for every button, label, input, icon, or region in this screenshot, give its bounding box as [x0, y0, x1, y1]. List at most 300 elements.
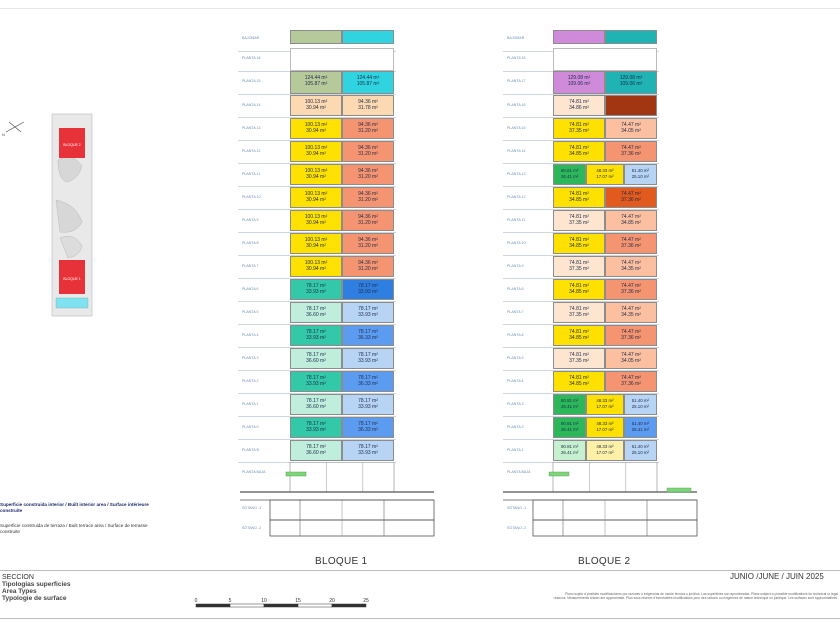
level-label: PLANTA 12	[242, 149, 261, 153]
level-label: PLANTA 15	[242, 79, 261, 83]
unit-cell-right	[605, 95, 657, 116]
unit-terrace-area: 30.94 m²	[306, 128, 326, 134]
unit-interior-area: 80.81 m²	[560, 444, 579, 449]
unit-interior-area: 74.47 m²	[621, 260, 641, 266]
unit-terrace-area: 30.94 m²	[306, 220, 326, 226]
unit-cell-right	[342, 348, 394, 369]
unit-cell-left	[290, 279, 342, 300]
unit-terrace-area: 17.07 m²	[596, 403, 614, 409]
roof-slab	[553, 48, 657, 71]
unit-terrace-area: 37.36 m²	[621, 197, 641, 203]
level-label: PLANTA 12	[507, 195, 526, 199]
unit-cell-right	[605, 118, 657, 139]
unit-cell-middle	[586, 394, 623, 415]
unit-cell-right	[605, 141, 657, 162]
unit-cell-right	[342, 164, 394, 185]
unit-interior-area: 94.36 m²	[358, 214, 378, 220]
unit-cell-left	[553, 325, 605, 346]
level-label: PLANTA 10	[507, 241, 526, 245]
unit-cell-right	[605, 279, 657, 300]
unit-terrace-area: 30.94 m²	[306, 197, 326, 203]
level-label: PLANTA 13	[242, 126, 261, 130]
footer-title-block	[2, 574, 71, 602]
unit-interior-area: 74.81 m²	[569, 329, 589, 335]
unit-terrace-area: 34.35 m²	[621, 266, 641, 272]
unit-interior-area: 74.47 m²	[621, 145, 641, 151]
ground-and-basement-section	[230, 462, 460, 542]
roof-slab	[290, 48, 394, 71]
unit-cell-right	[624, 417, 657, 438]
svg-text:N: N	[2, 132, 5, 137]
bloque-1-title: BLOQUE 1	[315, 556, 368, 567]
unit-terrace-area: 33.93 m²	[358, 289, 378, 295]
unit-terrace-area: 31.20 m²	[358, 128, 378, 134]
unit-terrace-area: 34.85 m²	[569, 197, 589, 203]
unit-cell-right	[605, 348, 657, 369]
unit-interior-area: 74.47 m²	[621, 237, 641, 243]
unit-terrace-area: 36.60 m²	[306, 312, 326, 318]
unit-interior-area: 78.17 m²	[358, 375, 378, 381]
section-line	[286, 472, 306, 476]
unit-interior-area: 51.40 m²	[631, 421, 650, 426]
unit-interior-area: 51.40 m²	[631, 398, 650, 403]
unit-terrace-area: 37.35 m²	[569, 220, 589, 226]
unit-cell-left	[553, 210, 605, 231]
unit-cell-right	[624, 164, 657, 185]
unit-terrace-area: 17.07 m²	[596, 426, 614, 432]
unit-terrace-area: 34.05 m²	[621, 358, 641, 364]
level-label-basement-1: SÓTANO -1	[242, 506, 262, 510]
unit-interior-area: 94.36 m²	[358, 260, 378, 266]
unit-terrace-area: 31.20 m²	[358, 266, 378, 272]
bloque-1-section	[230, 18, 460, 548]
unit-terrace-area: 37.35 m²	[569, 128, 589, 134]
level-label: PLANTA 14	[242, 103, 261, 107]
level-label-basement-2: SÓTANO -2	[507, 526, 527, 530]
level-label: BAJOMAR	[242, 36, 260, 40]
level-label: PLANTA 8	[507, 287, 524, 291]
unit-interior-area: 100.13 m²	[304, 145, 328, 151]
unit-interior-area: 74.81 m²	[569, 214, 589, 220]
unit-cell-right	[605, 210, 657, 231]
scale-label: 25	[363, 598, 369, 604]
unit-cell-right	[605, 187, 657, 208]
unit-cell-left	[553, 302, 605, 323]
unit-cell-right	[342, 417, 394, 438]
unit-cell-right	[624, 394, 657, 415]
unit-terrace-area: 17.07 m²	[596, 449, 614, 455]
unit-cell-left	[553, 440, 586, 461]
unit-interior-area: 94.36 m²	[358, 122, 378, 128]
unit-terrace-area: 25.10 m²	[631, 403, 650, 409]
unit-terrace-area: 31.20 m²	[358, 197, 378, 203]
unit-cell-right	[605, 371, 657, 392]
unit-terrace-area: 31.20 m²	[358, 151, 378, 157]
unit-interior-area: 124.44 m²	[304, 75, 328, 81]
footer-divider-top	[0, 570, 840, 571]
unit-cell-right	[342, 187, 394, 208]
unit-cell-right	[342, 141, 394, 162]
scale-label: 5	[228, 598, 232, 604]
unit-terrace-area: 33.93 m²	[358, 358, 378, 364]
unit-cell-right	[342, 95, 394, 116]
unit-cell-right	[342, 325, 394, 346]
scale-label: 0	[194, 598, 198, 604]
scale-label: 10	[261, 598, 267, 604]
bloque-2-section	[495, 18, 725, 548]
level-label: PLANTA 10	[242, 195, 261, 199]
unit-interior-area: 78.17 m²	[306, 283, 326, 289]
level-label: PLANTA 4	[507, 379, 524, 383]
unit-interior-area: 94.36 m²	[358, 237, 378, 243]
unit-interior-area: 94.36 m²	[358, 191, 378, 197]
unit-terrace-area: 36.60 m²	[306, 450, 326, 456]
unit-terrace-area: 26.41 m²	[560, 426, 579, 432]
level-label: PLANTA 3	[242, 356, 259, 360]
unit-interior-area: 48.33 m²	[596, 398, 614, 403]
unit-cell-right	[605, 71, 657, 94]
unit-interior-area: 94.36 m²	[358, 168, 378, 174]
level-label: PLANTA 7	[507, 310, 524, 314]
unit-cell-left	[553, 30, 605, 44]
unit-terrace-area: 36.33 m²	[358, 381, 378, 387]
unit-interior-area: 74.81 m²	[569, 260, 589, 266]
unit-cell-left	[290, 348, 342, 369]
unit-cell-left	[290, 233, 342, 254]
unit-interior-area: 51.40 m²	[631, 168, 650, 173]
unit-interior-area: 74.81 m²	[569, 191, 589, 197]
level-label: PLANTA 5	[242, 310, 259, 314]
unit-cell-middle	[586, 164, 623, 185]
level-label: PLANTA 7	[242, 264, 259, 268]
unit-interior-area: 74.81 m²	[569, 237, 589, 243]
unit-interior-area: 78.17 m²	[358, 352, 378, 358]
level-label: PLANTA 16	[507, 103, 526, 107]
unit-cell-left	[553, 187, 605, 208]
legend-terrace: Superficie construida de terraza / Built terrace area / Surface de terrasse construite	[0, 523, 148, 534]
unit-interior-area: 48.33 m²	[596, 168, 614, 173]
unit-cell-left	[290, 325, 342, 346]
section-line	[549, 472, 569, 476]
footer-disclaimer: Plano sujeto a posibles modificaciones por razones o exigencias de índole técnica o jurídica. Las superficies son aproximadas. Plans subject to possible modifications for technical or legal reasons. Measurements shown are approximate. Plan sous réserve d'éventuelles modifications pour des raisons ou exigences de nature technique ou juridique. Les surfaces sont approximatives.	[553, 592, 838, 600]
unit-terrace-area: 36.60 m²	[306, 404, 326, 410]
ground-and-basement-section	[495, 462, 725, 542]
unit-interior-area: 100.13 m²	[304, 122, 328, 128]
unit-interior-area: 100.13 m²	[304, 237, 328, 243]
unit-terrace-area: 31.20 m²	[358, 174, 378, 180]
unit-cell-left	[290, 187, 342, 208]
site-plan	[44, 110, 104, 320]
unit-cell-left	[290, 141, 342, 162]
unit-interior-area: 74.81 m²	[569, 145, 589, 151]
unit-interior-area: 74.47 m²	[621, 214, 641, 220]
unit-terrace-area: 25.10 m²	[631, 449, 650, 455]
unit-terrace-area: 30.94 m²	[306, 174, 326, 180]
unit-cell-left	[290, 417, 342, 438]
level-label: BAJOMAR	[507, 36, 525, 40]
footer-title-es: Tipologias superficies	[2, 581, 71, 588]
footer-title-en: Area Types	[2, 588, 37, 595]
unit-terrace-area: 30.94 m²	[306, 151, 326, 157]
unit-cell-right	[342, 256, 394, 277]
unit-terrace-area: 34.86 m²	[569, 105, 589, 111]
unit-cell-right	[342, 210, 394, 231]
unit-terrace-area: 30.94 m²	[306, 243, 326, 249]
unit-interior-area: 100.13 m²	[304, 260, 328, 266]
unit-interior-area: 78.17 m²	[306, 398, 326, 404]
level-label: PLANTA 11	[507, 218, 526, 222]
unit-cell-right	[342, 71, 394, 94]
unit-interior-area: 78.17 m²	[306, 306, 326, 312]
unit-terrace-area: 37.36 m²	[621, 381, 641, 387]
unit-terrace-area: 17.07 m²	[596, 173, 614, 179]
footer-date: JUNIO /JUNE / JUIN 2025	[730, 572, 824, 581]
unit-cell-right	[605, 256, 657, 277]
unit-terrace-area: 34.85 m²	[569, 335, 589, 341]
unit-interior-area: 124.44 m²	[356, 75, 380, 81]
unit-terrace-area: 34.85 m²	[569, 381, 589, 387]
garden-terrace	[667, 488, 691, 492]
unit-interior-area: 129.08 m²	[567, 75, 591, 81]
unit-terrace-area: 33.93 m²	[306, 335, 326, 341]
unit-terrace-area: 34.35 m²	[621, 312, 641, 318]
unit-terrace-area: 34.05 m²	[621, 128, 641, 134]
unit-cell-middle	[586, 417, 623, 438]
unit-terrace-area: 25.41 m²	[631, 426, 650, 432]
level-label: PLANTA 3	[507, 402, 524, 406]
unit-terrace-area: 33.93 m²	[306, 289, 326, 295]
footer-section: SECCION	[2, 574, 34, 581]
level-label: PLANTA 17	[507, 79, 526, 83]
level-label-ground: PLANTA BAJA	[242, 470, 266, 474]
unit-terrace-area: 34.85 m²	[621, 220, 641, 226]
level-label: PLANTA 9	[242, 218, 259, 222]
unit-terrace-area: 34.85 m²	[569, 243, 589, 249]
unit-cell-right	[342, 30, 394, 44]
unit-cell-left	[553, 233, 605, 254]
level-label: PLANTA 6	[507, 333, 524, 337]
unit-cell-right	[342, 394, 394, 415]
level-label: PLANTA 6	[242, 287, 259, 291]
scale-label: 20	[329, 598, 335, 604]
unit-cell-right	[624, 440, 657, 461]
unit-terrace-area: 37.35 m²	[569, 312, 589, 318]
scale-segment	[332, 604, 366, 607]
unit-interior-area: 74.47 m²	[621, 191, 641, 197]
unit-terrace-area: 33.93 m²	[306, 381, 326, 387]
unit-cell-left	[553, 348, 605, 369]
unit-cell-right	[342, 302, 394, 323]
level-label-basement-1: SÓTANO -1	[507, 506, 527, 510]
unit-terrace-area: 31.20 m²	[358, 243, 378, 249]
unit-terrace-area: 31.78 m²	[358, 105, 378, 111]
unit-interior-area: 80.81 m²	[560, 168, 579, 173]
level-label: PLANTA 2	[242, 379, 259, 383]
unit-interior-area: 74.47 m²	[621, 122, 641, 128]
unit-cell-left	[553, 279, 605, 300]
unit-cell-right	[605, 325, 657, 346]
unit-interior-area: 48.33 m²	[596, 421, 614, 426]
unit-terrace-area: 37.36 m²	[621, 151, 641, 157]
unit-cell-left	[290, 394, 342, 415]
unit-terrace-area: 37.36 m²	[621, 289, 641, 295]
level-label: PLANTA 14	[507, 149, 526, 153]
unit-terrace-area: 37.35 m²	[569, 266, 589, 272]
unit-cell-left	[553, 394, 586, 415]
level-label: PLANTA 15	[507, 126, 526, 130]
unit-interior-area: 48.33 m²	[596, 444, 614, 449]
unit-interior-area: 78.17 m²	[306, 421, 326, 427]
unit-interior-area: 51.40 m²	[631, 444, 650, 449]
unit-terrace-area: 30.94 m²	[306, 266, 326, 272]
unit-interior-area: 129.08 m²	[619, 75, 643, 81]
unit-cell-left	[290, 118, 342, 139]
level-label: PLANTA 2	[507, 425, 524, 429]
unit-interior-area: 94.36 m²	[358, 99, 378, 105]
unit-terrace-area: 105.87 m²	[304, 81, 328, 87]
unit-cell-left	[553, 141, 605, 162]
level-label: PLANTA 1	[242, 402, 259, 406]
unit-interior-area: 78.17 m²	[358, 421, 378, 427]
unit-interior-area: 78.17 m²	[306, 444, 326, 450]
unit-interior-area: 78.17 m²	[306, 329, 326, 335]
unit-cell-left	[290, 302, 342, 323]
section-line	[270, 520, 434, 536]
legend-built-interior: Superficie construida interior / Built interior area / Surface intérieure construite	[0, 502, 149, 513]
unit-interior-area: 100.13 m²	[304, 191, 328, 197]
unit-terrace-area: 33.93 m²	[358, 450, 378, 456]
unit-cell-left	[290, 440, 342, 461]
section-line	[553, 462, 657, 492]
level-label: PLANTA 18	[507, 56, 526, 60]
north-arrow-icon	[0, 118, 30, 138]
unit-terrace-area: 31.20 m²	[358, 220, 378, 226]
level-label-ground: PLANTA BAJA	[507, 470, 531, 474]
unit-cell-left	[553, 417, 586, 438]
unit-cell-left	[553, 95, 605, 116]
unit-interior-area: 78.17 m²	[358, 444, 378, 450]
unit-interior-area: 78.17 m²	[306, 375, 326, 381]
level-label: PLANTA 4	[242, 333, 259, 337]
unit-cell-left	[290, 95, 342, 116]
unit-interior-area: 80.81 m²	[560, 421, 579, 426]
unit-cell-right	[342, 233, 394, 254]
unit-cell-right	[342, 279, 394, 300]
unit-cell-right	[342, 440, 394, 461]
unit-interior-area: 80.81 m²	[560, 398, 579, 403]
section-line	[533, 500, 697, 520]
unit-terrace-area: 36.33 m²	[358, 427, 378, 433]
unit-interior-area: 74.47 m²	[621, 306, 641, 312]
unit-cell-left	[553, 118, 605, 139]
section-line	[533, 520, 697, 536]
level-label: PLANTA 0	[242, 425, 259, 429]
unit-cell-left	[553, 164, 586, 185]
unit-terrace-area: 37.36 m²	[621, 243, 641, 249]
unit-terrace-area: 34.85 m²	[569, 151, 589, 157]
unit-terrace-area: 26.41 m²	[560, 173, 579, 179]
scale-segment	[196, 604, 230, 607]
unit-terrace-area: 30.94 m²	[306, 105, 326, 111]
unit-interior-area: 78.17 m²	[306, 352, 326, 358]
site-plan-label-bloque2: BLOQUE 2	[63, 143, 81, 147]
unit-cell-left	[553, 71, 605, 94]
footer-divider-bottom	[0, 618, 840, 619]
unit-interior-area: 78.17 m²	[358, 306, 378, 312]
unit-cell-left	[290, 30, 342, 44]
unit-terrace-area: 109.06 m²	[567, 81, 591, 87]
unit-cell-left	[290, 210, 342, 231]
level-label: PLANTA 9	[507, 264, 524, 268]
unit-interior-area: 78.17 m²	[358, 398, 378, 404]
unit-interior-area: 94.36 m²	[358, 145, 378, 151]
level-label: PLANTA 8	[242, 241, 259, 245]
site-plan-pool	[56, 298, 88, 308]
unit-cell-right	[605, 233, 657, 254]
unit-terrace-area: 37.36 m²	[621, 335, 641, 341]
unit-terrace-area: 25.10 m²	[631, 173, 650, 179]
unit-cell-left	[290, 371, 342, 392]
unit-interior-area: 100.13 m²	[304, 168, 328, 174]
unit-interior-area: 74.47 m²	[621, 329, 641, 335]
unit-cell-right	[605, 302, 657, 323]
unit-cell-left	[553, 256, 605, 277]
unit-interior-area: 74.81 m²	[569, 122, 589, 128]
unit-interior-area: 74.81 m²	[569, 352, 589, 358]
unit-cell-middle	[586, 440, 623, 461]
unit-interior-area: 100.13 m²	[304, 214, 328, 220]
unit-interior-area: 74.47 m²	[621, 283, 641, 289]
scale-segment	[298, 604, 332, 607]
scale-label: 15	[295, 598, 301, 604]
level-label: PLANTA 5	[507, 356, 524, 360]
unit-terrace-area: 37.35 m²	[569, 358, 589, 364]
unit-interior-area: 78.17 m²	[358, 283, 378, 289]
unit-terrace-area: 36.60 m²	[306, 358, 326, 364]
unit-terrace-area: 105.87 m²	[356, 81, 380, 87]
unit-terrace-area: 109.06 m²	[619, 81, 643, 87]
unit-terrace-area: 26.41 m²	[560, 449, 579, 455]
level-label: PLANTA 11	[242, 172, 261, 176]
unit-cell-right	[605, 30, 657, 44]
unit-cell-left	[290, 71, 342, 94]
level-label: PLANTA B	[242, 448, 259, 452]
unit-terrace-area: 34.85 m²	[569, 289, 589, 295]
unit-cell-right	[342, 371, 394, 392]
unit-cell-right	[342, 118, 394, 139]
graphic-scale	[192, 596, 382, 616]
unit-interior-area: 78.17 m²	[358, 329, 378, 335]
scale-segment	[230, 604, 264, 607]
unit-terrace-area: 33.93 m²	[358, 312, 378, 318]
unit-interior-area: 74.81 m²	[569, 306, 589, 312]
scale-segment	[264, 604, 298, 607]
unit-cell-left	[553, 371, 605, 392]
level-label: PLANTA 16	[242, 56, 261, 60]
level-label-basement-2: SÓTANO -2	[242, 526, 262, 530]
unit-terrace-area: 36.33 m²	[358, 335, 378, 341]
unit-interior-area: 74.81 m²	[569, 99, 589, 105]
section-line	[290, 462, 394, 492]
unit-interior-area: 100.13 m²	[304, 99, 328, 105]
unit-interior-area: 74.81 m²	[569, 375, 589, 381]
unit-interior-area: 74.81 m²	[569, 283, 589, 289]
level-label: PLANTA 1	[507, 448, 524, 452]
unit-cell-left	[290, 164, 342, 185]
unit-terrace-area: 33.93 m²	[306, 427, 326, 433]
unit-terrace-area: 33.93 m²	[358, 404, 378, 410]
section-line	[270, 500, 434, 520]
